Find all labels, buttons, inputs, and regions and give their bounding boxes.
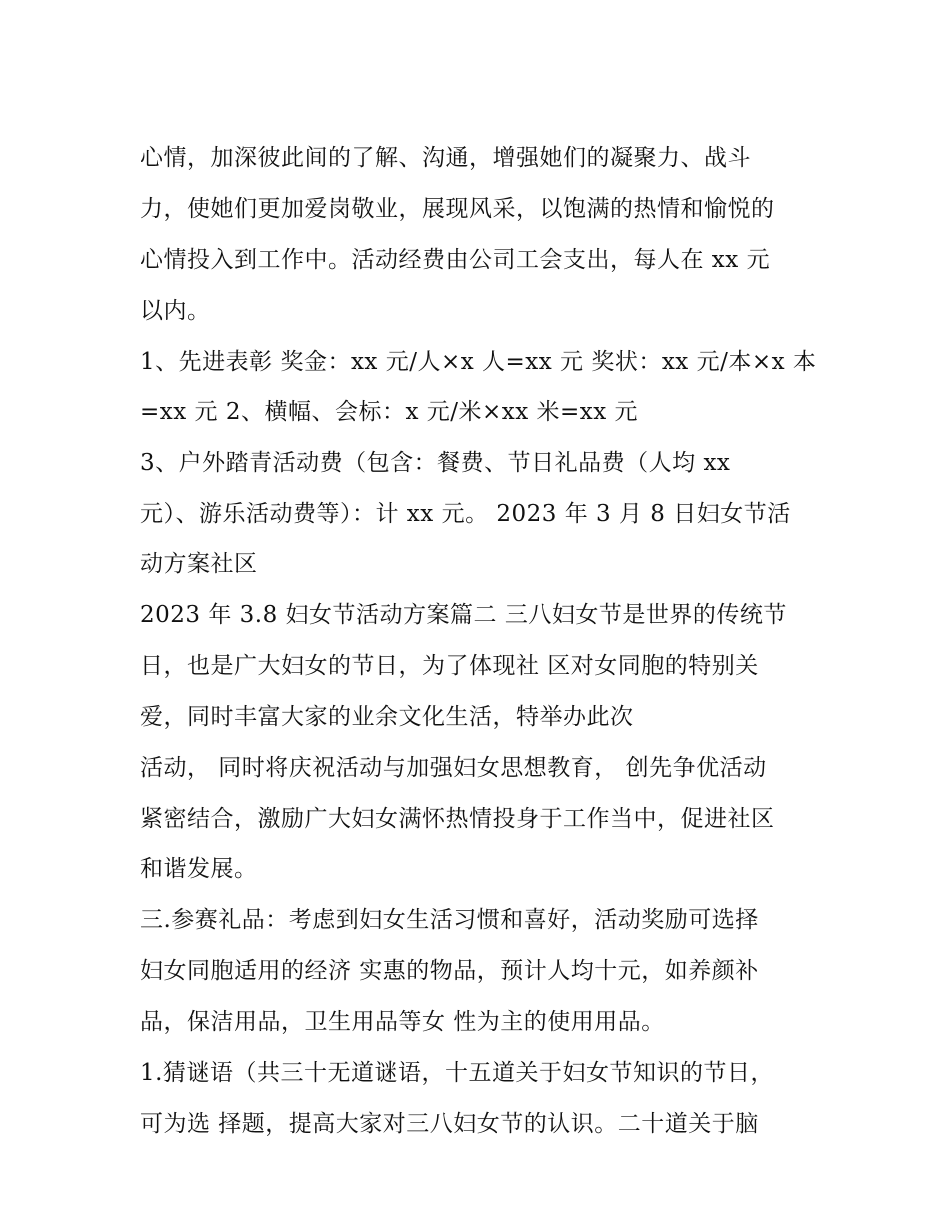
text-line-15: 和谐发展。: [140, 856, 258, 882]
text-line-20: 可为选 择题，提高大家对三八妇女节的认识。二十道关于脑: [140, 1111, 759, 1137]
text-line-12: 爱，同时丰富大家的业余文化生活，特举办此次: [140, 704, 634, 730]
text-line-13: 活动， 同时将庆祝活动与加强妇女思想教育， 创先争优活动: [140, 755, 767, 781]
text-line-6: =xx 元 2、横幅、会标：x 元/米×xx 米=xx 元: [140, 399, 639, 425]
text-line-17: 妇女同胞适用的经济 实惠的物品，预计人均十元，如养颜补: [140, 958, 759, 984]
text-line-9: 动方案社区: [140, 551, 258, 577]
text-line-4: 以内。: [140, 298, 211, 324]
text-line-18: 品，保洁用品，卫生用品等女 性为主的使用用品。: [140, 1009, 665, 1035]
text-line-3: 心情投入到工作中。活动经费由公司工会支出，每人在 xx 元: [140, 247, 771, 273]
text-line-8: 元）、游乐活动费等）：计 xx 元。 2023 年 3 月 8 日妇女节活: [140, 501, 791, 527]
text-line-2: 力，使她们更加爱岗敬业，展现风采，以饱满的热情和愉悦的: [140, 196, 775, 222]
text-line-1: 心情，加深彼此间的了解、沟通，增强她们的凝聚力、战斗: [140, 145, 751, 171]
text-line-7: 3、户外踏青活动费（包含：餐费、节日礼品费（人均 xx: [140, 450, 731, 476]
text-line-5: 1、先进表彰 奖金：xx 元/人×x 人=xx 元 奖状：xx 元/本×x 本: [140, 349, 817, 375]
text-line-19: 1.猜谜语（共三十无道谜语，十五道关于妇女节知识的节日，: [140, 1060, 774, 1086]
text-line-16: 三.参赛礼品：考虑到妇女生活习惯和喜好，活动奖励可选择: [140, 907, 759, 933]
text-line-11: 日，也是广大妇女的节日，为了体现社 区对女同胞的特别关: [140, 653, 759, 679]
text-line-14: 紧密结合，激励广大妇女满怀热情投身于工作当中，促进社区: [140, 806, 775, 832]
text-line-10: 2023 年 3.8 妇女节活动方案篇二 三八妇女节是世界的传统节: [140, 602, 787, 628]
